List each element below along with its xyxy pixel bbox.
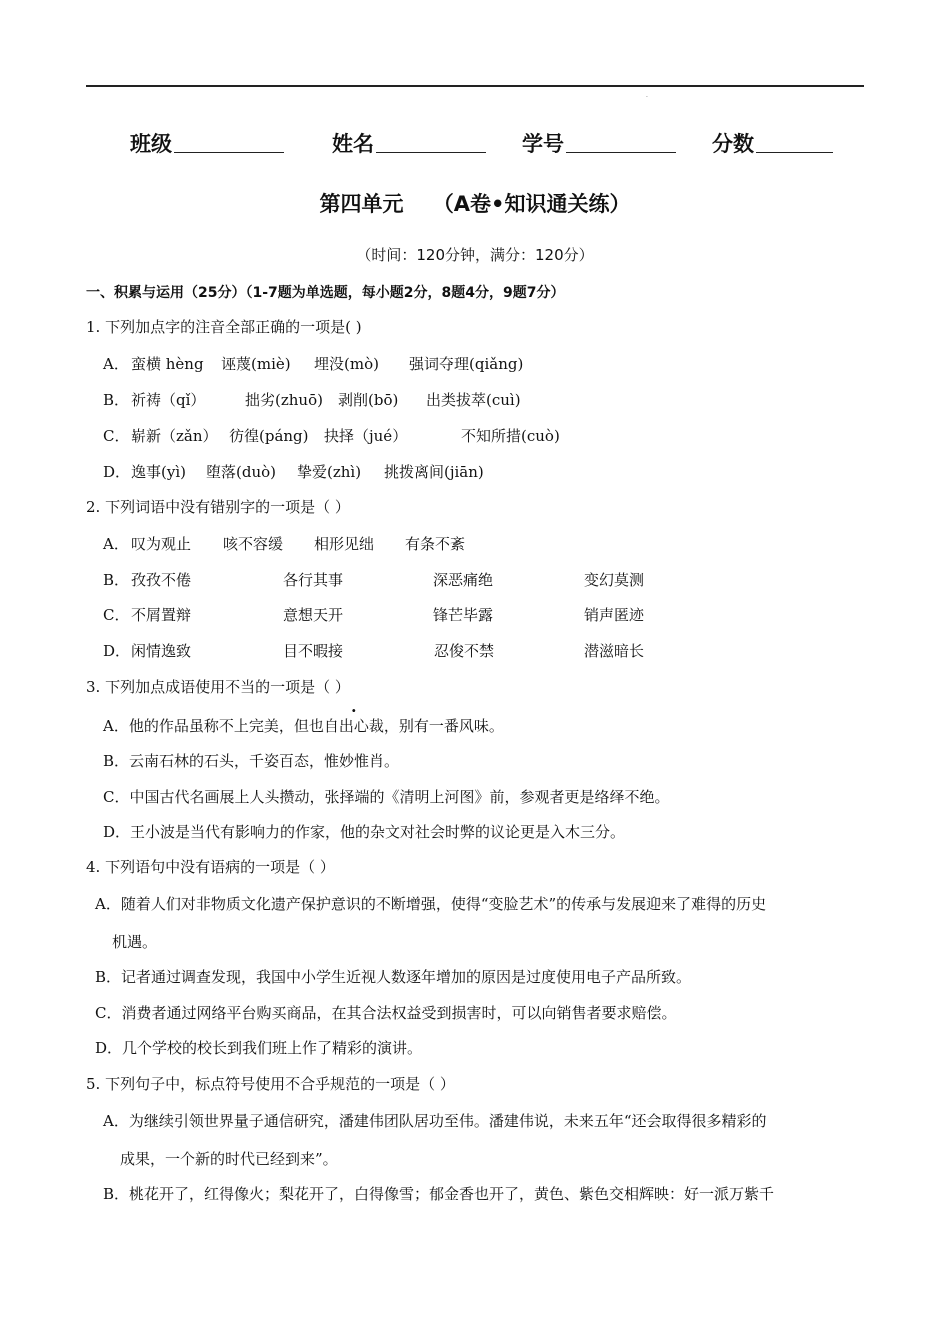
option-letter: C． — [103, 606, 130, 624]
score-blank[interactable] — [756, 132, 833, 153]
q4-option-b[interactable]: B．记者通过调查发现，我国中小学生近视人数逐年增加的原因是过度使用电子产品所致。 — [95, 968, 692, 986]
q1-c-word-3: 抉择（jué） — [324, 427, 408, 445]
name-label: 姓名 — [332, 132, 374, 156]
q5-option-a-line-2[interactable]: 成果，一个新的时代已经到来”。 — [120, 1150, 338, 1168]
q1-c-word-2: 彷徨(páng) — [229, 427, 309, 445]
q2-c-word-3: 锋芒毕露 — [433, 606, 494, 624]
q3-a-text-after: ，别有一番风味。 — [383, 717, 504, 735]
option-letter: C． — [103, 427, 130, 445]
q2-d-word-2: 目不暇接 — [283, 642, 344, 660]
question-2-stem: 2. 下列词语中没有错别字的一项是（ ） — [86, 498, 350, 516]
q3-a-emphasized-idiom: 自出心裁 — [323, 717, 384, 735]
class-field[interactable] — [130, 128, 284, 158]
question-5-stem: 5. 下列句子中，标点符号使用不合乎规范的一项是（ ） — [86, 1075, 455, 1093]
q2-b-word-4: 变幻莫测 — [584, 571, 645, 589]
option-letter: D． — [103, 642, 131, 660]
q1-d-word-1: 逸事(yì) — [131, 463, 186, 481]
q5-option-a-line-1[interactable]: A．为继续引领世界量子通信研究，潘建伟团队居功至伟。潘建伟说，未来五年“还会取得很多精彩的 — [103, 1112, 767, 1130]
q2-d-word-4: 潜滋暗长 — [584, 642, 645, 660]
q3-option-a[interactable] — [103, 716, 504, 736]
q1-d-word-4: 挑拨离间(jiān) — [384, 463, 484, 481]
q2-a-word-2: 咳不容缓 — [223, 535, 284, 553]
q5-option-b-line-1[interactable]: B．桃花开了，红得像火；梨花开了，白得像雪；郁金香也开了，黄色、紫色交相辉映：好一派万紫千 — [103, 1185, 775, 1203]
top-rule — [86, 85, 864, 87]
q1-c-word-4: 不知所措(cuò) — [461, 427, 560, 445]
q2-a-word-4: 有条不紊 — [405, 535, 466, 553]
option-letter: B． — [103, 571, 130, 589]
q1-b-word-1: 祈祷（qǐ） — [131, 391, 206, 409]
q2-b-word-2: 各行其事 — [283, 571, 344, 589]
option-letter: A． — [103, 355, 129, 373]
q1-d-word-3: 挚爱(zhì) — [297, 463, 362, 481]
decorative-dot: · — [646, 94, 648, 101]
document-subtitle: （时间：120分钟，满分：120分） — [356, 246, 594, 264]
q4-option-c[interactable]: C．消费者通过网络平台购买商品，在其合法权益受到损害时，可以向销售者要求赔偿。 — [95, 1004, 677, 1022]
question-3-stem: 3. 下列加点成语使用不当的一项是（ ） — [86, 678, 350, 696]
student-id-field[interactable] — [522, 128, 676, 158]
q1-b-word-2: 拙劣(zhuō) — [245, 391, 323, 409]
class-blank[interactable] — [174, 132, 284, 153]
q1-a-word-1: 蛮横 hèng — [131, 355, 204, 373]
q1-d-word-2: 堕落(duò) — [206, 463, 276, 481]
score-field[interactable] — [712, 128, 833, 158]
class-label: 班级 — [130, 132, 172, 156]
option-letter: A． — [103, 535, 129, 553]
student-id-label: 学号 — [522, 132, 564, 156]
q1-a-word-4: 强词夺理(qiǎng) — [409, 355, 524, 373]
score-label: 分数 — [712, 132, 754, 156]
name-field[interactable] — [332, 128, 486, 158]
q3-a-text-before: A．他的作品虽称不上完美，但也 — [103, 717, 324, 735]
q2-b-word-3: 深恶痛绝 — [433, 571, 494, 589]
q1-c-word-1: 崭新（zǎn） — [131, 427, 218, 445]
name-blank[interactable] — [376, 132, 486, 153]
q4-option-a-line-1[interactable]: A．随着人们对非物质文化遗产保护意识的不断增强，使得“变脸艺术”的传承与发展迎来了难得的历史 — [95, 895, 767, 913]
q3-option-d[interactable]: D．王小波是当代有影响力的作家，他的杂文对社会时弊的议论更是入木三分。 — [103, 823, 626, 841]
question-4-stem: 4. 下列语句中没有语病的一项是（ ） — [86, 858, 335, 876]
student-info-row — [0, 122, 950, 162]
q3-option-b[interactable]: B．云南石林的石头，千姿百态，惟妙惟肖。 — [103, 752, 400, 770]
q1-a-word-2: 诬蔑(miè) — [221, 355, 291, 373]
q1-a-word-3: 埋没(mò) — [314, 355, 379, 373]
option-letter: D． — [103, 463, 131, 481]
option-letter: B． — [103, 391, 130, 409]
q1-b-word-3: 剥削(bō) — [338, 391, 399, 409]
student-id-blank[interactable] — [566, 132, 676, 153]
q2-a-word-3: 相形见绌 — [314, 535, 375, 553]
q3-option-c[interactable]: C．中国古代名画展上人头攒动，张择端的《清明上河图》前，参观者更是络绎不绝。 — [103, 788, 670, 806]
q4-option-a-line-2[interactable]: 机遇。 — [112, 933, 158, 951]
q2-a-word-1: 叹为观止 — [131, 535, 192, 553]
q2-d-word-1: 闲情逸致 — [131, 642, 192, 660]
q2-c-word-2: 意想天开 — [283, 606, 344, 624]
q2-d-word-3: 忍俊不禁 — [434, 642, 495, 660]
q1-b-word-4: 出类拔萃(cuì) — [426, 391, 521, 409]
q2-c-word-1: 不屑置辩 — [131, 606, 192, 624]
question-1-stem: 1. 下列加点字的注音全部正确的一项是( ) — [86, 318, 362, 336]
q4-option-d[interactable]: D．几个学校的校长到我们班上作了精彩的演讲。 — [95, 1039, 423, 1057]
section-heading: 一、积累与运用（25分）（1-7题为单选题，每小题2分，8题4分，9题7分） — [86, 285, 565, 301]
q2-b-word-1: 孜孜不倦 — [131, 571, 192, 589]
document-title: 第四单元 （A卷•知识通关练） — [319, 192, 631, 216]
q2-c-word-4: 销声匿迹 — [584, 606, 645, 624]
